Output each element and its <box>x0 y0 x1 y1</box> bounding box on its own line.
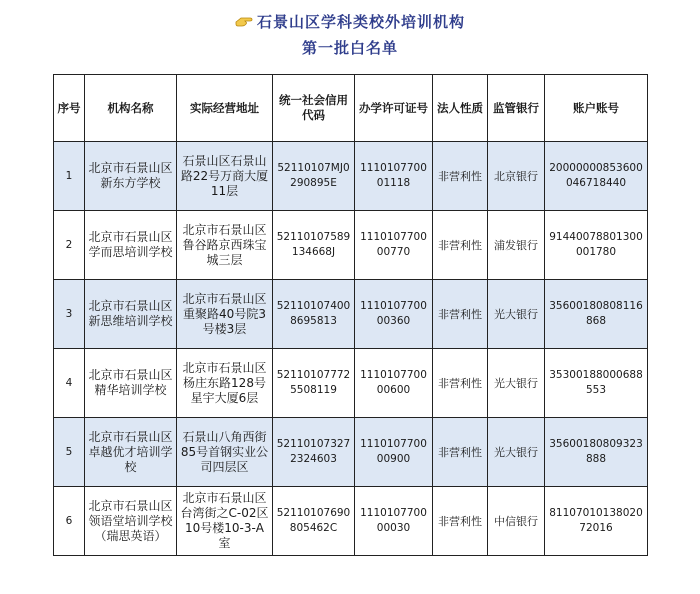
title-row <box>0 10 700 32</box>
cell-credit-code: 52110107690805462C <box>273 487 355 556</box>
cell-nature: 非营利性 <box>433 142 488 211</box>
cell-account: 20000000853600046718440 <box>545 142 648 211</box>
cell-credit-code: 521101074008695813 <box>273 280 355 349</box>
cell-account: 35300188000688553 <box>545 349 648 418</box>
cell-address: 石景山八角西街85号首钢实业公司四层区 <box>177 418 273 487</box>
cell-license: 111010770000030 <box>355 487 433 556</box>
cell-name: 北京市石景山区新东方学校 <box>85 142 177 211</box>
cell-bank: 光大银行 <box>488 418 545 487</box>
col-header-license: 办学许可证号 <box>355 75 433 142</box>
cell-account: 8110701013802072016 <box>545 487 648 556</box>
cell-address: 北京市石景山区重聚路40号院3号楼3层 <box>177 280 273 349</box>
cell-nature: 非营利性 <box>433 280 488 349</box>
cell-credit-code: 521101073272324603 <box>273 418 355 487</box>
table-row <box>54 487 648 556</box>
cell-nature: 非营利性 <box>433 418 488 487</box>
col-header-seq: 序号 <box>54 75 85 142</box>
cell-account: 35600180809323888 <box>545 418 648 487</box>
cell-bank: 浦发银行 <box>488 211 545 280</box>
table-row <box>54 280 648 349</box>
cell-license: 111010770000900 <box>355 418 433 487</box>
cell-name: 北京市石景山区学而思培训学校 <box>85 211 177 280</box>
cell-address: 北京市石景山区台湾街之C-02区10号楼10-3-A室 <box>177 487 273 556</box>
page-subtitle: 第一批白名单 <box>301 39 398 57</box>
cell-credit-code: 52110107MJ0290895E <box>273 142 355 211</box>
cell-address: 石景山区石景山路22号万商大厦11层 <box>177 142 273 211</box>
cell-address: 北京市石景山区鲁谷路京西珠宝城三层 <box>177 211 273 280</box>
pointing-hand-icon <box>235 14 253 28</box>
cell-credit-code: 521101077725508119 <box>273 349 355 418</box>
cell-name: 北京市石景山区卓越优才培训学校 <box>85 418 177 487</box>
cell-seq: 5 <box>54 418 85 487</box>
cell-seq: 4 <box>54 349 85 418</box>
cell-license: 111010770001118 <box>355 142 433 211</box>
cell-account: 35600180808116868 <box>545 280 648 349</box>
col-header-credit-code: 统一社会信用代码 <box>273 75 355 142</box>
cell-name: 北京市石景山区领语堂培训学校（瑞思英语） <box>85 487 177 556</box>
cell-bank: 北京银行 <box>488 142 545 211</box>
cell-bank: 光大银行 <box>488 349 545 418</box>
cell-license: 111010770000600 <box>355 349 433 418</box>
cell-name: 北京市石景山区精华培训学校 <box>85 349 177 418</box>
cell-nature: 非营利性 <box>433 211 488 280</box>
col-header-bank: 监管银行 <box>488 75 545 142</box>
cell-nature: 非营利性 <box>433 487 488 556</box>
cell-account: 91440078801300001780 <box>545 211 648 280</box>
cell-nature: 非营利性 <box>433 349 488 418</box>
cell-license: 111010770000770 <box>355 211 433 280</box>
cell-credit-code: 52110107589134668J <box>273 211 355 280</box>
table-row <box>54 418 648 487</box>
cell-bank: 光大银行 <box>488 280 545 349</box>
cell-name: 北京市石景山区新思维培训学校 <box>85 280 177 349</box>
cell-bank: 中信银行 <box>488 487 545 556</box>
table-row <box>54 349 648 418</box>
table-header-row <box>54 75 648 142</box>
col-header-account: 账户账号 <box>545 75 648 142</box>
whitelist-table <box>53 74 648 556</box>
cell-address: 北京市石景山区杨庄东路128号星宇大厦6层 <box>177 349 273 418</box>
cell-seq: 3 <box>54 280 85 349</box>
cell-license: 111010770000360 <box>355 280 433 349</box>
page-title: 石景山区学科类校外培训机构 <box>256 12 465 31</box>
table-row <box>54 211 648 280</box>
cell-seq: 1 <box>54 142 85 211</box>
cell-seq: 6 <box>54 487 85 556</box>
col-header-name: 机构名称 <box>85 75 177 142</box>
col-header-nature: 法人性质 <box>433 75 488 142</box>
cell-seq: 2 <box>54 211 85 280</box>
col-header-address: 实际经营地址 <box>177 75 273 142</box>
table-row <box>54 142 648 211</box>
